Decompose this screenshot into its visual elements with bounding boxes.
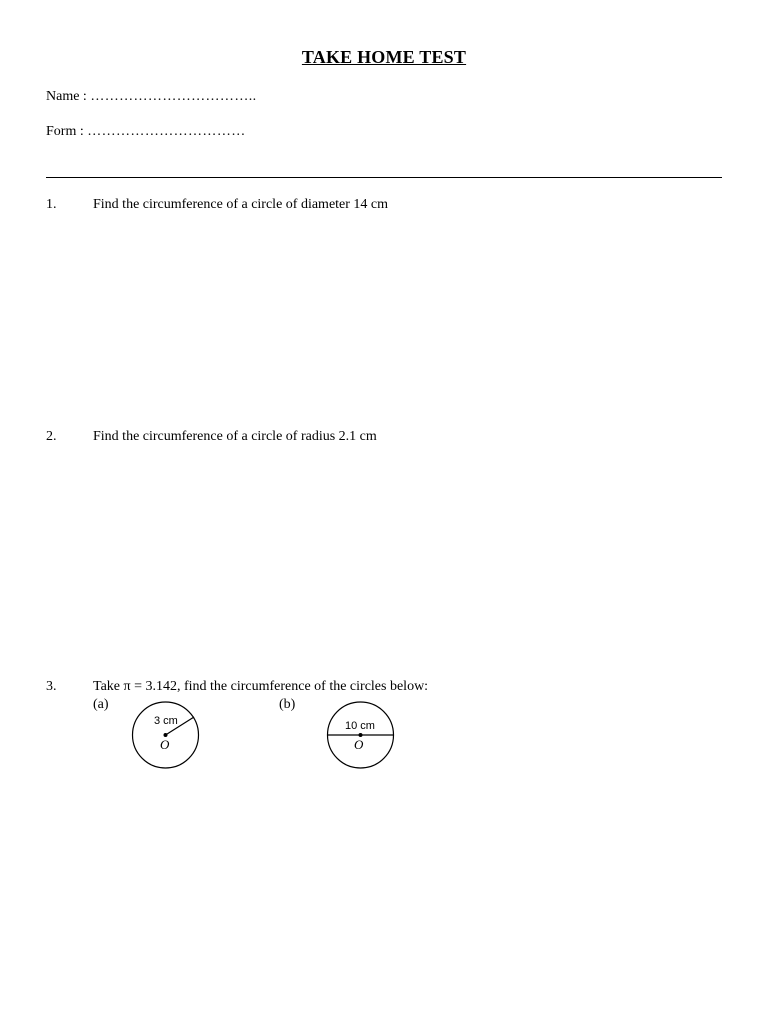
page-title: TAKE HOME TEST [301, 47, 467, 67]
question-2-text: Find the circumference of a circle of radius 2.1 cm [93, 429, 377, 444]
question-2-number: 2. [46, 429, 57, 444]
question-3-number: 3. [46, 679, 57, 694]
figure-a-label: (a) [93, 697, 109, 712]
figure-b-label: (b) [279, 697, 296, 712]
circle-figure-a [128, 700, 204, 772]
radius-measure-label: 3 cm [154, 715, 178, 727]
form-label: Form : [46, 124, 84, 139]
circle-figure-b [324, 700, 398, 772]
name-label: Name : [46, 89, 87, 104]
centre-o-label-a: O [160, 737, 170, 752]
centre-o-label-b: O [354, 737, 364, 752]
question-3-text: Take π = 3.142, find the circumference of the circles below: [93, 679, 429, 694]
name-field [46, 89, 257, 105]
name-dots: …………………………….. [90, 89, 257, 104]
diameter-measure-label: 10 cm [345, 720, 375, 732]
form-field [46, 124, 246, 140]
question-1-text: Find the circumference of a circle of diameter 14 cm [93, 197, 389, 212]
divider-line [46, 177, 722, 178]
question-1-number: 1. [46, 197, 57, 212]
form-dots: …………………………… [87, 124, 246, 139]
